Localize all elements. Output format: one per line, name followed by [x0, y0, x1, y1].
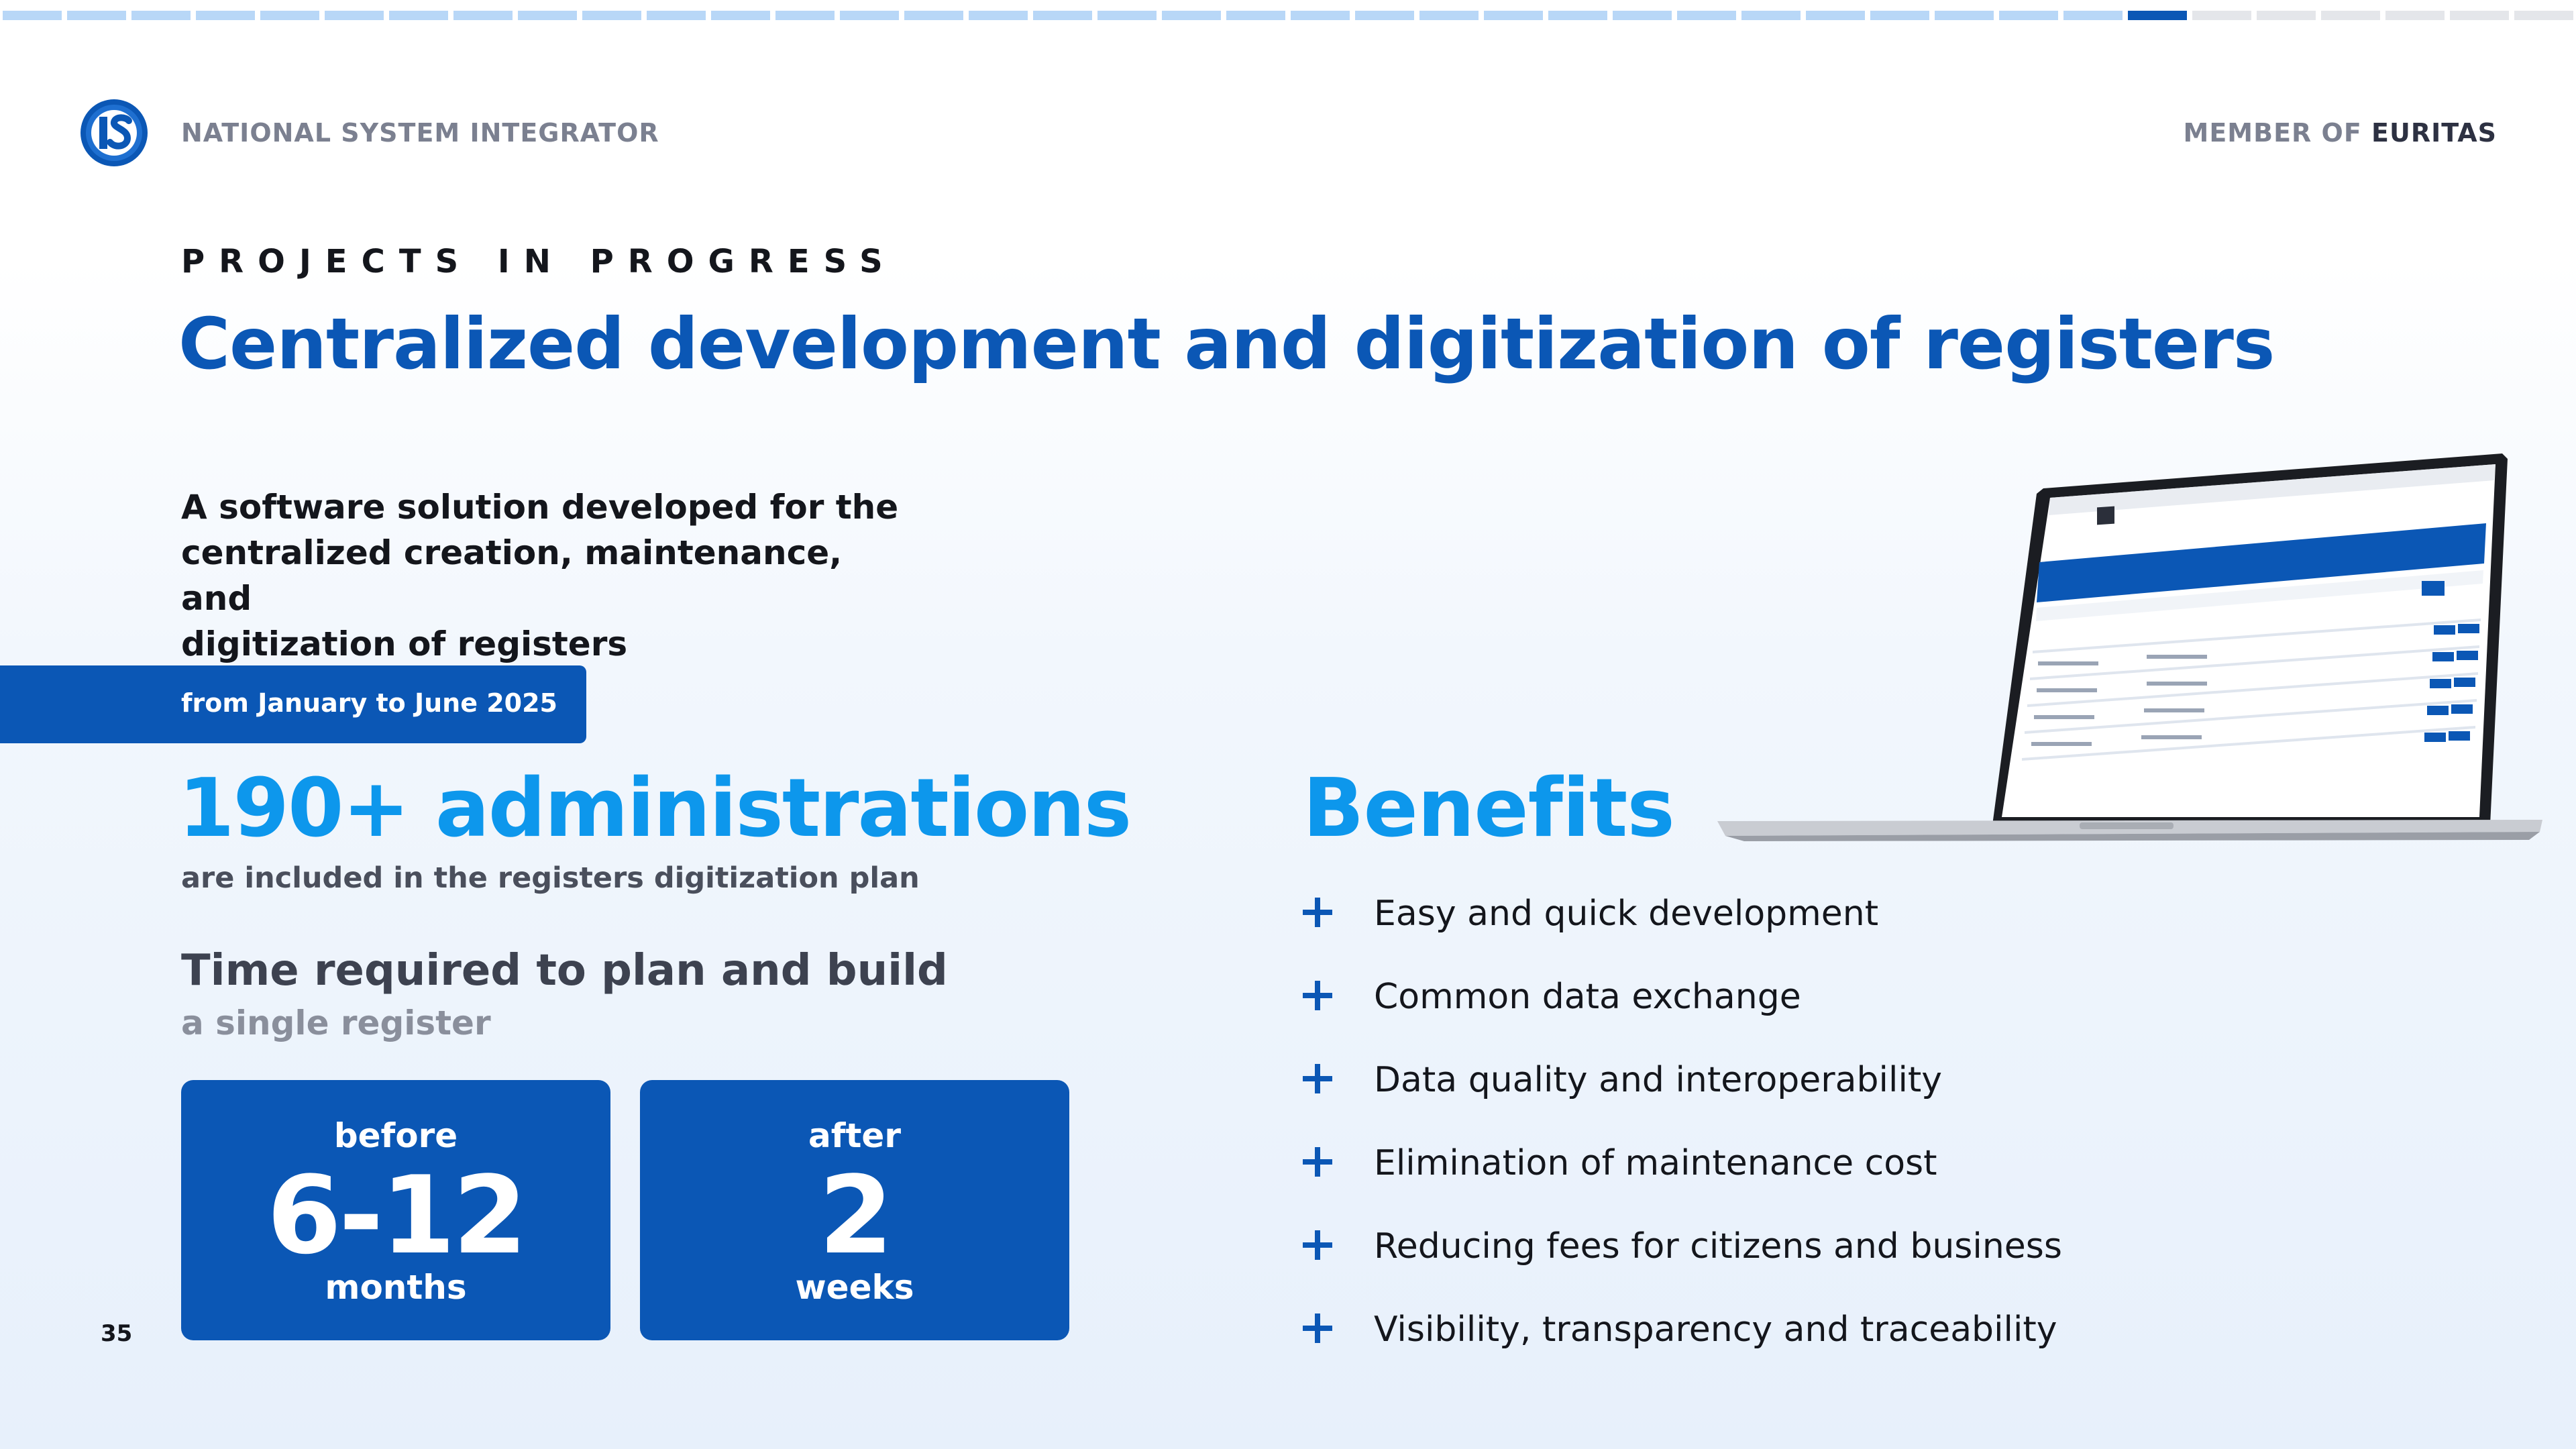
progress-segment	[2514, 11, 2573, 20]
plus-icon	[1303, 1313, 1332, 1343]
intro-text	[181, 484, 919, 667]
progress-segment	[582, 11, 641, 20]
progress-segment	[389, 11, 448, 20]
progress-segment	[1226, 11, 1285, 20]
progress-segment	[2385, 11, 2445, 20]
progress-segment	[840, 11, 899, 20]
progress-segment	[711, 11, 770, 20]
stat-caption: are included in the registers digitization plan	[181, 861, 920, 895]
benefit-text: Visibility, transparency and traceability	[1374, 1309, 2057, 1350]
progress-segment	[1548, 11, 1607, 20]
benefits-title: Benefits	[1303, 762, 1674, 855]
progress-segment	[904, 11, 963, 20]
brand-name: NATIONAL SYSTEM INTEGRATOR	[181, 118, 659, 148]
progress-segment	[1806, 11, 1865, 20]
after-value: 2	[818, 1152, 891, 1278]
member-name: EURITAS	[2371, 118, 2497, 148]
laptop-screenshot-image	[1717, 449, 2542, 852]
progress-segment	[1162, 11, 1221, 20]
benefit-text: Common data exchange	[1374, 977, 1801, 1017]
progress-segment	[196, 11, 255, 20]
after-label: after	[808, 1116, 901, 1155]
benefit-text: Elimination of maintenance cost	[1374, 1143, 1937, 1183]
benefit-text: Reducing fees for citizens and business	[1374, 1226, 2062, 1267]
before-label: before	[333, 1116, 458, 1155]
plus-icon	[1303, 1064, 1332, 1093]
progress-segment	[1291, 11, 1350, 20]
section-eyebrow: PROJECTS IN PROGRESS	[181, 243, 897, 280]
progress-segment	[2450, 11, 2509, 20]
date-range-text: from January to June 2025	[181, 688, 557, 718]
plus-icon	[1303, 1147, 1332, 1177]
plus-icon	[1303, 1230, 1332, 1260]
progress-segment	[1870, 11, 1929, 20]
after-unit: weeks	[795, 1268, 914, 1307]
is-logo-icon	[79, 98, 149, 168]
progress-segment	[1355, 11, 1414, 20]
intro-line: A software solution developed for the	[181, 488, 899, 527]
time-required-subtitle: a single register	[181, 1004, 491, 1042]
progress-segment	[3, 11, 62, 20]
progress-segment	[775, 11, 835, 20]
time-required-title: Time required to plan and build	[181, 946, 948, 996]
progress-segment	[325, 11, 384, 20]
member-prefix: MEMBER OF	[2183, 118, 2372, 148]
progress-segment	[1999, 11, 2058, 20]
before-card	[181, 1080, 610, 1340]
plus-icon	[1303, 898, 1332, 927]
before-unit: months	[325, 1268, 467, 1307]
progress-segment	[260, 11, 319, 20]
progress-segment	[2321, 11, 2380, 20]
intro-line: digitization of registers	[181, 625, 628, 663]
progress-segment	[2063, 11, 2123, 20]
plus-icon	[1303, 981, 1332, 1010]
benefit-text: Easy and quick development	[1374, 894, 1879, 934]
after-card	[640, 1080, 1069, 1340]
membership-label	[2184, 118, 2497, 148]
progress-segment	[1484, 11, 1543, 20]
progress-segment	[2192, 11, 2251, 20]
progress-segment	[1935, 11, 1994, 20]
progress-segment	[2128, 11, 2187, 20]
progress-segment	[1419, 11, 1479, 20]
progress-segment	[453, 11, 513, 20]
progress-segment	[1033, 11, 1092, 20]
progress-segment	[1741, 11, 1801, 20]
date-range-banner	[0, 665, 586, 743]
before-value: 6-12	[266, 1152, 525, 1278]
intro-line: centralized creation, maintenance, and	[181, 533, 843, 618]
progress-segment	[67, 11, 126, 20]
progress-segment	[1097, 11, 1157, 20]
benefit-text: Data quality and interoperability	[1374, 1060, 1943, 1100]
progress-segment	[1677, 11, 1736, 20]
administrations-stat: 190+ administrations	[178, 762, 1131, 855]
page-number: 35	[101, 1320, 133, 1347]
progress-segment	[518, 11, 577, 20]
progress-segment	[2257, 11, 2316, 20]
progress-segment	[647, 11, 706, 20]
slide-progress-bar	[0, 11, 2576, 20]
progress-segment	[969, 11, 1028, 20]
progress-segment	[1613, 11, 1672, 20]
slide-title: Centralized development and digitization of registers	[178, 303, 2275, 385]
progress-segment	[131, 11, 191, 20]
